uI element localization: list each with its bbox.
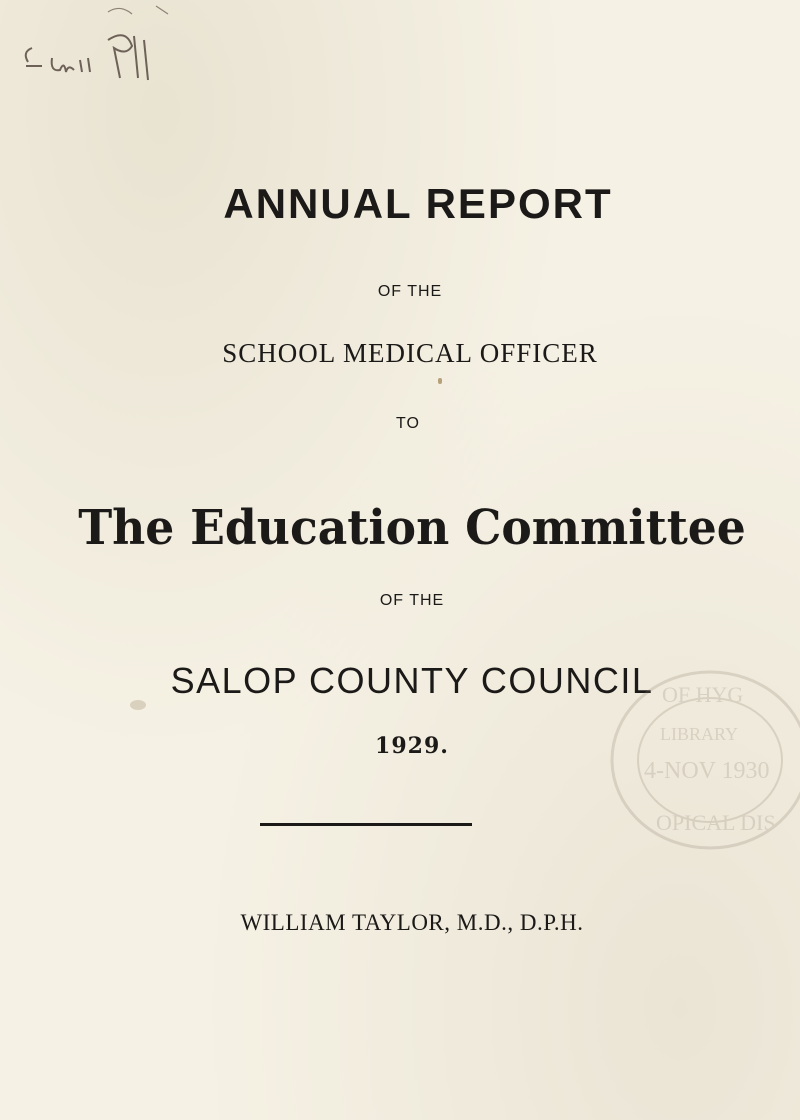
svg-text:LIBRARY: LIBRARY [660,724,739,744]
council-name: SALOP COUNTY COUNCIL [170,660,654,701]
handwritten-scribble [8,0,208,110]
officer-title: SCHOOL MEDICAL OFFICER [222,338,598,368]
svg-text:OF HYG: OF HYG [662,682,744,707]
committee-name: The Education Committee [78,500,746,556]
report-year: 1929. [375,733,449,759]
ink-dot [438,378,442,384]
author-name: WILLIAM TAYLOR, M.D., D.P.H. [240,910,584,935]
svg-text:OPICAL DIS: OPICAL DIS [656,810,776,835]
svg-text:4-NOV 1930: 4-NOV 1930 [644,758,770,784]
paper-stain [130,700,146,710]
of-the-label-2: OF THE [379,592,445,609]
library-stamp [600,660,800,860]
of-the-label: OF THE [377,283,443,300]
report-title: ANNUAL REPORT [223,180,613,227]
to-label: TO [396,415,420,432]
divider-rule [260,823,472,826]
